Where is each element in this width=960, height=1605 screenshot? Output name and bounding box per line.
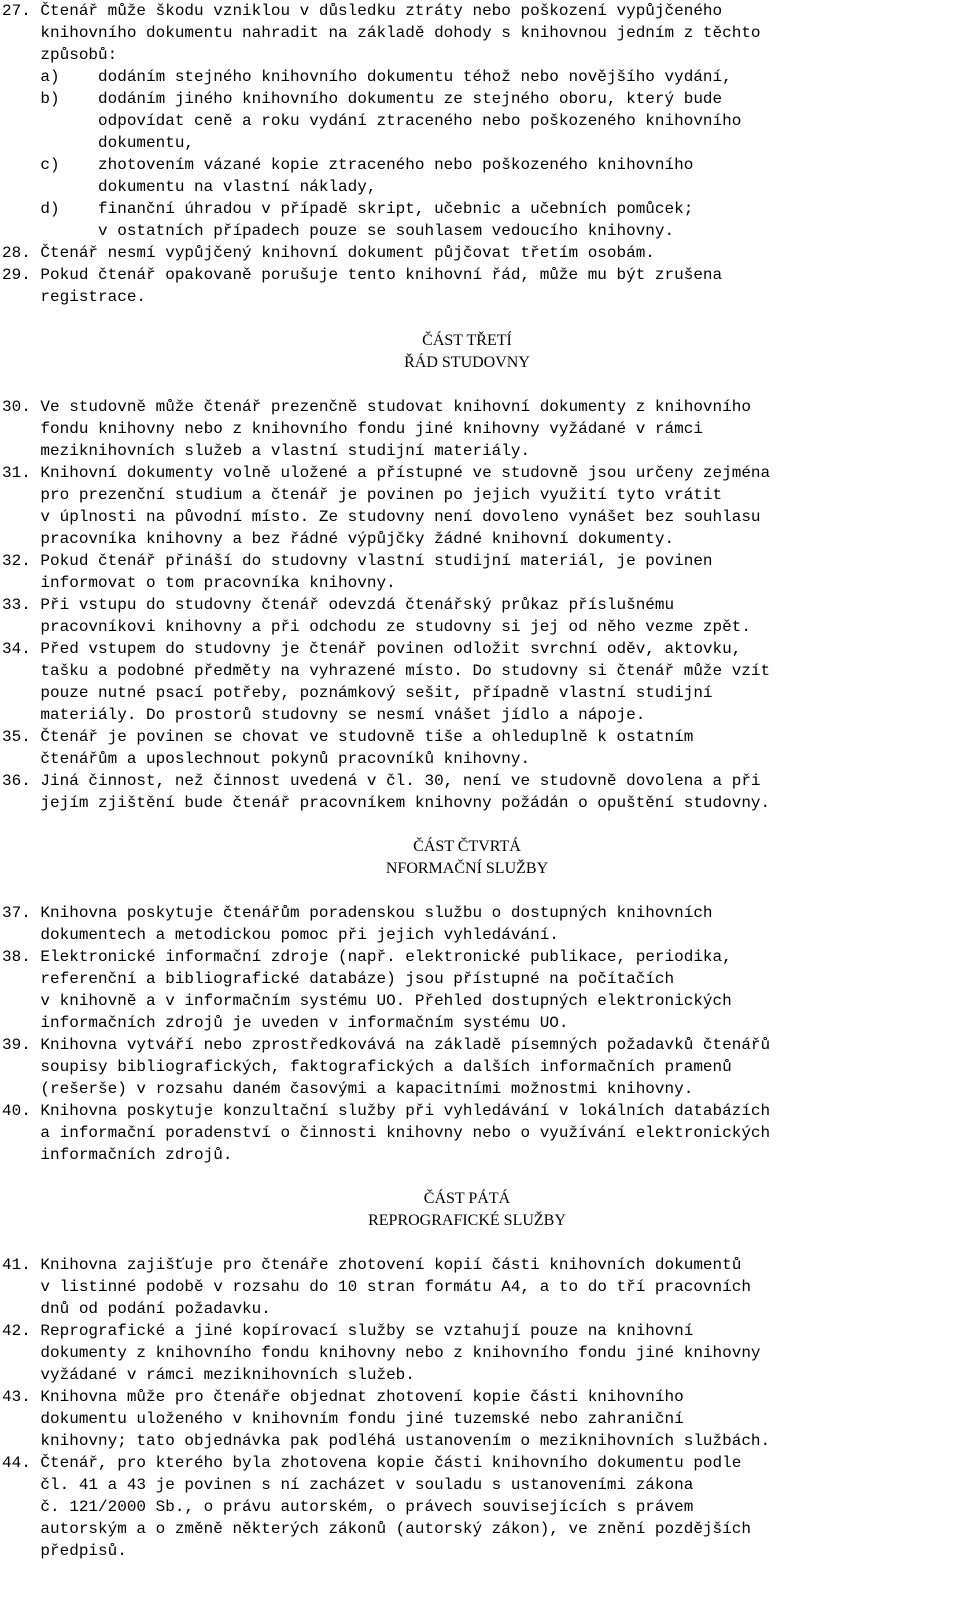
- text-line: 27. Čtenář může škodu vzniklou v důsledku ztráty nebo poškození vypůjčeného: [2, 2, 723, 20]
- text-line: dokumenty z knihovního fondu knihovny nebo z knihovního fondu jiné knihovny: [2, 1344, 761, 1362]
- text-line: informačních zdrojů je uveden v informačním systému UO.: [2, 1014, 569, 1032]
- text-line: 29. Pokud čtenář opakovaně porušuje tento knihovní řád, může mu být zrušena: [2, 266, 723, 284]
- text-line: 40. Knihovna poskytuje konzultační služby při vyhledávání v lokálních databázích: [2, 1102, 771, 1120]
- text-line: (rešerše) v rozsahu daném časovými a kapacitními možnostmi knihovny.: [2, 1080, 694, 1098]
- text-line: meziknihovních služeb a vlastní studijní materiály.: [2, 442, 531, 460]
- section-heading: ŘÁD STUDOVNY: [404, 354, 530, 371]
- blank-line: [2, 814, 952, 836]
- text-line: čl. 41 a 43 je povinen s ní zacházet v souladu s ustanoveními zákona: [2, 1476, 694, 1494]
- text-line: způsobů:: [2, 46, 118, 64]
- text-line: dokumentu,: [2, 134, 195, 152]
- text-line: 31. Knihovní dokumenty volně uložené a přístupné ve studovně jsou určeny zejména: [2, 464, 771, 482]
- text-line: pro prezenční studium a čtenář je povinen po jejich využití tyto vrátit: [2, 486, 723, 504]
- text-line: dokumentu uloženého v knihovním fondu jiné tuzemské nebo zahraniční: [2, 1410, 684, 1428]
- text-line: 32. Pokud čtenář přináší do studovny vlastní studijní materiál, je povinen: [2, 552, 713, 570]
- text-line: d) finanční úhradou v případě skript, učebnic a učebních pomůcek;: [2, 200, 694, 218]
- section-heading: ČÁST ČTVRTÁ: [413, 838, 521, 855]
- section-heading: ČÁST PÁTÁ: [423, 1190, 511, 1207]
- blank-line: [2, 1166, 952, 1188]
- text-line: 28. Čtenář nesmí vypůjčený knihovní dokument půjčovat třetím osobám.: [2, 244, 655, 262]
- text-line: 33. Při vstupu do studovny čtenář odevzdá čtenářský průkaz příslušnému: [2, 596, 675, 614]
- section-heading: NFORMAČNÍ SLUŽBY: [385, 860, 549, 877]
- text-line: 34. Před vstupem do studovny je čtenář povinen odložit svrchní oděv, aktovku,: [2, 640, 742, 658]
- section-heading: ČÁST TŘETÍ: [422, 332, 512, 349]
- text-line: v knihovně a v informačním systému UO. Přehled dostupných elektronických: [2, 992, 732, 1010]
- document-page: [2, 0, 952, 1562]
- blank-line: [2, 374, 952, 396]
- text-line: 38. Elektronické informační zdroje (např. elektronické publikace, periodika,: [2, 948, 732, 966]
- text-line: v úplnosti na původní místo. Ze studovny není dovoleno vynášet bez souhlasu: [2, 508, 761, 526]
- text-line: pracovníka knihovny a bez řádné výpůjčky žádné knihovní dokumenty.: [2, 530, 675, 548]
- text-line: v ostatních případech pouze se souhlasem vedoucího knihovny.: [2, 222, 675, 240]
- text-line: autorským a o změně některých zákonů (autorský zákon), ve znění pozdějších: [2, 1520, 751, 1538]
- text-line: 39. Knihovna vytváří nebo zprostředkovává na základě písemných požadavků čtenářů: [2, 1036, 771, 1054]
- text-line: čtenářům a uposlechnout pokynů pracovníků knihovny.: [2, 750, 531, 768]
- section-heading: REPROGRAFICKÉ SLUŽBY: [368, 1212, 566, 1229]
- text-line: dnů od podání požadavku.: [2, 1300, 271, 1318]
- blank-line: [2, 308, 952, 330]
- text-line: a informační poradenství o činnosti knihovny nebo o využívání elektronických: [2, 1124, 771, 1142]
- text-line: soupisy bibliografických, faktografických a dalších informačních pramenů: [2, 1058, 732, 1076]
- text-line: knihovního dokumentu nahradit na základě dohody s knihovnou jedním z těchto: [2, 24, 761, 42]
- text-line: knihovny; tato objednávka pak podléhá ustanovením o meziknihovních službách.: [2, 1432, 771, 1450]
- text-line: předpisů.: [2, 1542, 127, 1560]
- text-line: b) dodáním jiného knihovního dokumentu ze stejného oboru, který bude: [2, 90, 723, 108]
- text-line: č. 121/2000 Sb., o právu autorském, o právech souvisejících s právem: [2, 1498, 694, 1516]
- text-line: pouze nutné psací potřeby, poznámkový sešit, případně vlastní studijní: [2, 684, 713, 702]
- text-line: fondu knihovny nebo z knihovního fondu jiné knihovny vyžádané v rámci: [2, 420, 703, 438]
- text-line: 36. Jiná činnost, než činnost uvedená v čl. 30, není ve studovně dovolena a při: [2, 772, 761, 790]
- text-line: tašku a podobné předměty na vyhrazené místo. Do studovny si čtenář může vzít: [2, 662, 771, 680]
- text-line: vyžádané v rámci meziknihovních služeb.: [2, 1366, 415, 1384]
- text-line: dokumentu na vlastní náklady,: [2, 178, 377, 196]
- text-line: registrace.: [2, 288, 147, 306]
- text-line: dokumentech a metodickou pomoc při jejich vyhledávání.: [2, 926, 559, 944]
- blank-line: [2, 880, 952, 902]
- text-line: 37. Knihovna poskytuje čtenářům poradenskou službu o dostupných knihovních: [2, 904, 713, 922]
- text-line: pracovníkovi knihovny a při odchodu ze studovny si jej od něho vezme zpět.: [2, 618, 751, 636]
- text-line: 42. Reprografické a jiné kopírovací služby se vztahují pouze na knihovní: [2, 1322, 694, 1340]
- text-line: 30. Ve studovně může čtenář prezenčně studovat knihovní dokumenty z knihovního: [2, 398, 751, 416]
- text-line: informovat o tom pracovníka knihovny.: [2, 574, 396, 592]
- text-line: odpovídat ceně a roku vydání ztraceného nebo poškozeného knihovního: [2, 112, 742, 130]
- text-line: referenční a bibliografické databáze) jsou přístupné na počítačích: [2, 970, 675, 988]
- text-line: a) dodáním stejného knihovního dokumentu téhož nebo novějšího vydání,: [2, 68, 732, 86]
- blank-line: [2, 1232, 952, 1254]
- text-line: v listinné podobě v rozsahu do 10 stran formátu A4, a to do tří pracovních: [2, 1278, 751, 1296]
- text-line: materiály. Do prostorů studovny se nesmí vnášet jídlo a nápoje.: [2, 706, 646, 724]
- text-line: jejím zjištění bude čtenář pracovníkem knihovny požádán o opuštění studovny.: [2, 794, 771, 812]
- text-line: 35. Čtenář je povinen se chovat ve studovně tiše a ohleduplně k ostatním: [2, 728, 694, 746]
- text-line: 43. Knihovna může pro čtenáře objednat zhotovení kopie části knihovního: [2, 1388, 684, 1406]
- text-line: 44. Čtenář, pro kterého byla zhotovena kopie části knihovního dokumentu podle: [2, 1454, 742, 1472]
- text-line: c) zhotovením vázané kopie ztraceného nebo poškozeného knihovního: [2, 156, 694, 174]
- text-line: 41. Knihovna zajišťuje pro čtenáře zhotovení kopií části knihovních dokumentů: [2, 1256, 742, 1274]
- text-line: informačních zdrojů.: [2, 1146, 233, 1164]
